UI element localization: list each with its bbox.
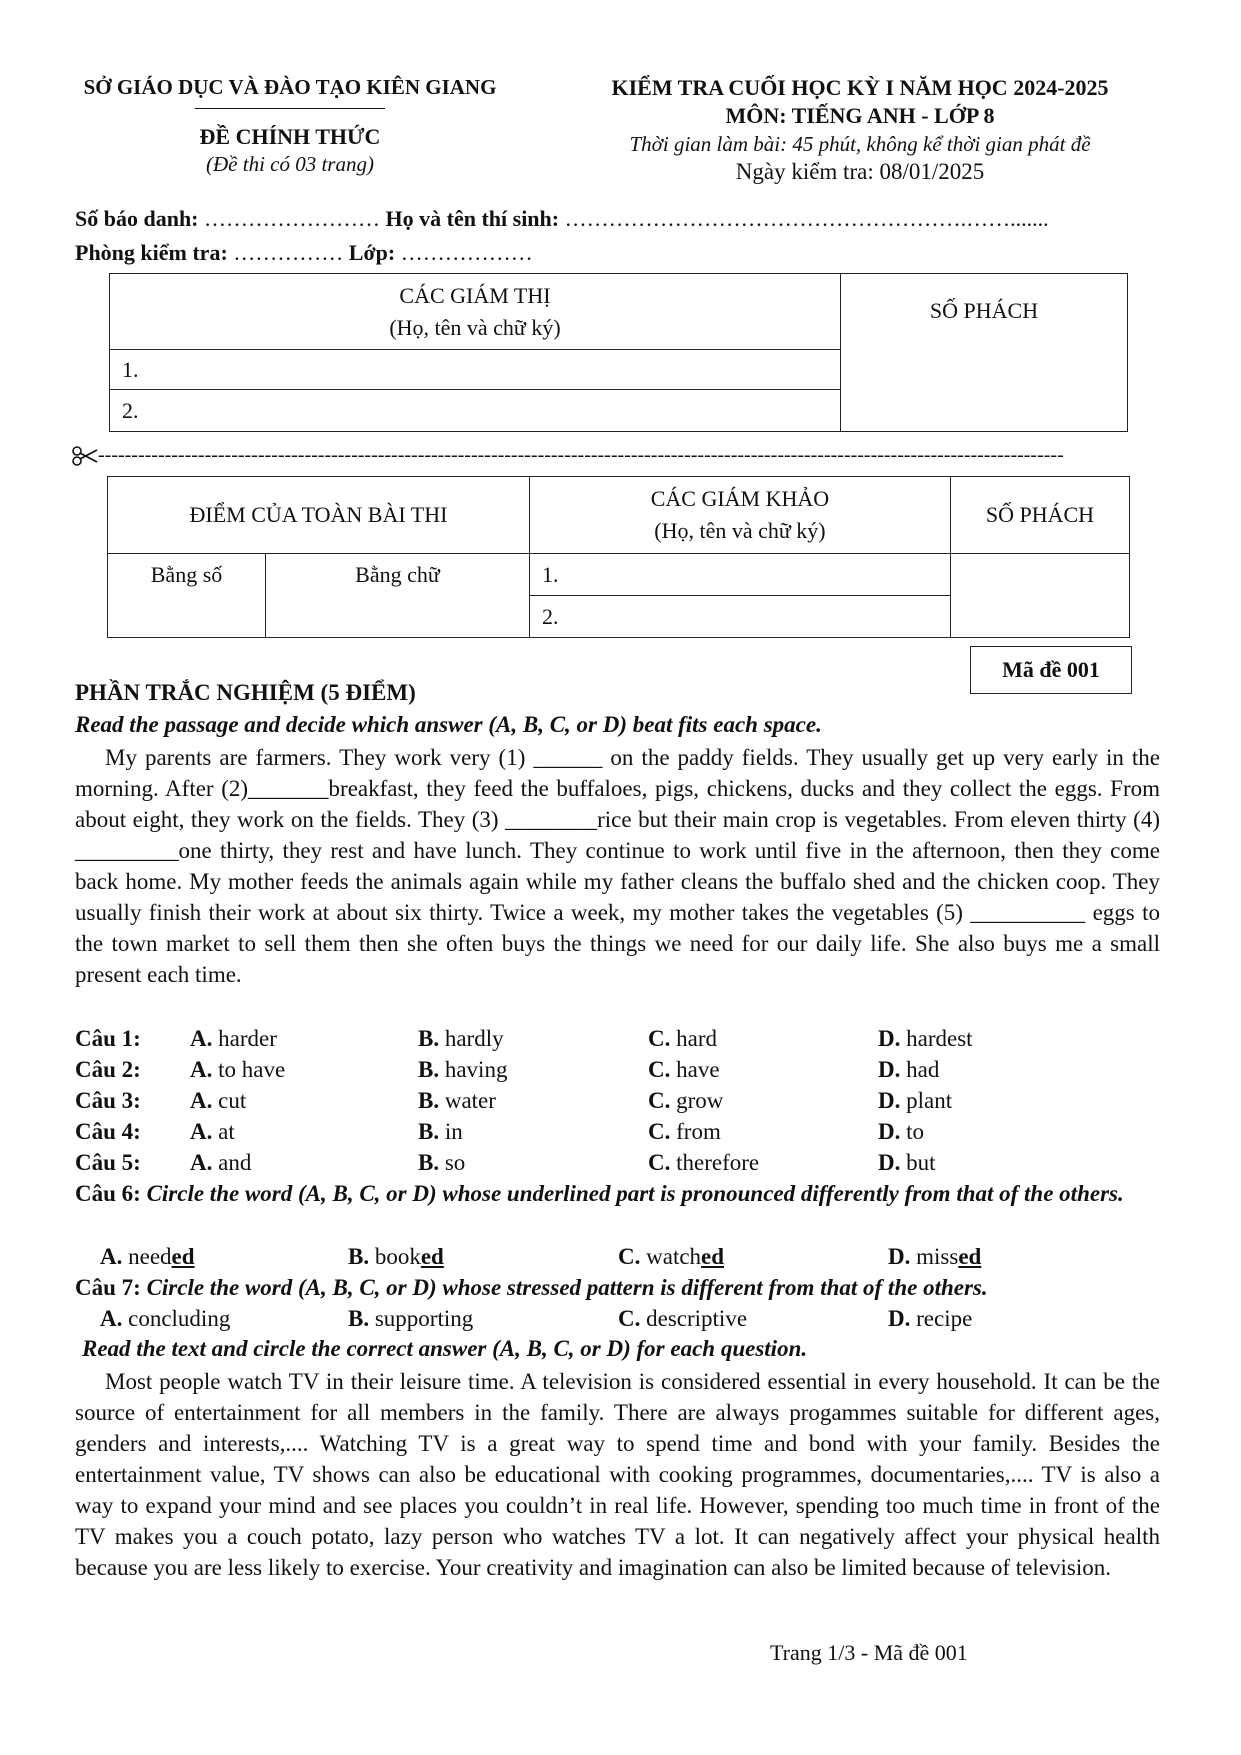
- section-title: PHẦN TRẮC NGHIỆM (5 ĐIỂM): [75, 680, 416, 705]
- scissors-icon: [72, 446, 98, 466]
- proctor-header-cell: [110, 274, 841, 350]
- proctor-row-2-label: 2.: [122, 397, 139, 423]
- grader-code-cell: [950, 477, 1129, 554]
- score-number-cell[interactable]: [108, 554, 266, 638]
- option-a[interactable]: A. at: [190, 1119, 235, 1144]
- department-name: SỞ GIÁO DỤC VÀ ĐÀO TẠO KIÊN GIANG: [83, 75, 497, 99]
- question-6-options: [75, 1241, 1160, 1272]
- question-6-stem: [75, 1178, 1160, 1209]
- name-field[interactable]: ……………………………………………….…….......: [564, 206, 1049, 231]
- option-c[interactable]: C. therefore: [648, 1150, 760, 1175]
- option-b[interactable]: B. hardly: [418, 1026, 504, 1051]
- pages-note: (Đề thi có 03 trang): [206, 152, 374, 176]
- question-7-text: Circle the word (A, B, C, or D) whose stressed pattern is different from that of the others.: [146, 1275, 988, 1300]
- passage-2-text: Most people watch TV in their leisure time. A television is considered essential in every household. It can be the source of entertainment for all members in the family. There are always progammes suitable for different ages, genders and interests,.... Watching TV is a great way to spend time and bond with your family. Besides the entertainment value, TV shows can also be educational with cooking programmes, documentaries,.... TV is also a way to expand your mind and see places you couldn’t in real life. However, spending too much time in front of the TV makes you a couch potato, lazy person who watches TV a lot. It can negatively affect your physical health because you are less likely to exercise. Your creativity and imagination can also be limited because of television.: [75, 1369, 1160, 1580]
- option-b[interactable]: B. so: [418, 1150, 466, 1175]
- candidate-line-1: [75, 206, 1049, 232]
- proctor-table: [109, 273, 1128, 432]
- question-row: [75, 1085, 1160, 1116]
- option-c[interactable]: C. grow: [648, 1088, 724, 1113]
- question-label: Câu 1:: [75, 1026, 141, 1051]
- score-header: ĐIỂM CỦA TOÀN BÀI THI: [189, 502, 448, 527]
- option-a[interactable]: A. concluding: [100, 1306, 231, 1331]
- question-row: [75, 1116, 1160, 1147]
- room-field[interactable]: ……………: [233, 240, 344, 265]
- proctor-subtitle: (Họ, tên và chữ ký): [389, 314, 561, 340]
- proctor-row-1[interactable]: [110, 350, 841, 390]
- room-label: Phòng kiểm tra:: [75, 240, 228, 265]
- option-b[interactable]: B. water: [418, 1088, 496, 1113]
- questions-1-5: [75, 1023, 1160, 1178]
- header-rule: [195, 108, 385, 109]
- class-field[interactable]: ………………: [400, 240, 533, 265]
- option-b[interactable]: B. having: [418, 1057, 508, 1082]
- proctor-row-1-label: 1.: [122, 356, 139, 382]
- question-7-stem: [75, 1272, 1160, 1303]
- passage-2: [75, 1366, 1160, 1583]
- score-number-label: Bằng số: [150, 562, 223, 587]
- sbd-label: Số báo danh:: [75, 206, 199, 231]
- class-label: Lớp:: [348, 240, 396, 265]
- exam-date: Ngày kiểm tra: 08/01/2025: [735, 159, 985, 184]
- official-label: ĐỀ CHÍNH THỨC: [199, 124, 381, 149]
- option-a[interactable]: A. harder: [190, 1026, 277, 1051]
- option-d[interactable]: D. but: [878, 1150, 936, 1175]
- question-label: Câu 3:: [75, 1088, 141, 1113]
- question-6-label: Câu 6:: [75, 1181, 141, 1206]
- candidate-line-2: [75, 240, 533, 266]
- grader-row-2[interactable]: [529, 596, 950, 638]
- passage-1: [75, 742, 1160, 990]
- score-words-cell[interactable]: [266, 554, 530, 638]
- option-b[interactable]: B. booked: [348, 1244, 444, 1269]
- question-7-label: Câu 7:: [75, 1275, 141, 1300]
- grader-table: [107, 476, 1130, 638]
- option-d[interactable]: D. to: [878, 1119, 925, 1144]
- question-label: Câu 5:: [75, 1150, 141, 1175]
- grader-title: CÁC GIÁM KHẢO: [650, 486, 830, 511]
- option-c[interactable]: C. have: [648, 1057, 720, 1082]
- grader-code-header: SỐ PHÁCH: [985, 502, 1095, 527]
- page-footer: Trang 1/3 - Mã đề 001: [770, 1640, 968, 1665]
- option-b[interactable]: B. in: [418, 1119, 463, 1144]
- option-d[interactable]: D. recipe: [888, 1306, 973, 1331]
- question-row: [75, 1147, 1160, 1178]
- option-c[interactable]: C. descriptive: [618, 1306, 748, 1331]
- exam-subject: MÔN: TIẾNG ANH - LỚP 8: [725, 103, 995, 128]
- question-label: Câu 4:: [75, 1119, 141, 1144]
- proctor-code-header: SỐ PHÁCH: [929, 298, 1039, 323]
- sbd-field[interactable]: ……………………: [204, 206, 381, 231]
- grader-code-value-cell[interactable]: [950, 554, 1129, 638]
- option-a[interactable]: A. and: [190, 1150, 252, 1175]
- grader-row-1[interactable]: [529, 554, 950, 596]
- header-right: [560, 74, 1160, 186]
- option-d[interactable]: D. had: [878, 1057, 940, 1082]
- cut-dashes: -------------------------------------------------------------------------------------------------------------------------------------------------: [98, 444, 1064, 466]
- exam-title: KIỂM TRA CUỐI HỌC KỲ I NĂM HỌC 2024-2025: [611, 75, 1109, 100]
- proctor-code-cell: [841, 274, 1128, 432]
- option-a[interactable]: A. needed: [100, 1244, 195, 1269]
- cut-line: [72, 444, 1132, 468]
- question-row: [75, 1054, 1160, 1085]
- option-b[interactable]: B. supporting: [348, 1306, 474, 1331]
- option-a[interactable]: A. to have: [190, 1057, 286, 1082]
- grader-header-cell: [529, 477, 950, 554]
- score-header-cell: [108, 477, 530, 554]
- question-label: Câu 2:: [75, 1057, 141, 1082]
- instruction-1: Read the passage and decide which answer (A, B, C, or D) beat fits each space.: [75, 712, 822, 737]
- option-c[interactable]: C. watched: [618, 1244, 725, 1269]
- question-6-text: Circle the word (A, B, C, or D) whose underlined part is pronounced differently from that of the others.: [146, 1181, 1124, 1206]
- option-d[interactable]: D. plant: [878, 1088, 953, 1113]
- option-c[interactable]: C. from: [648, 1119, 721, 1144]
- score-words-label: Bằng chữ: [355, 562, 440, 587]
- passage-1-text: My parents are farmers. They work very (1) ______ on the paddy fields. They usually get up very early in the morning. After (2)_______breakfast, they feed the buffaloes, pigs, chickens, ducks and they collect the eggs. From about eight, they work on the fields. They (3) ________rice but their main crop is vegetables. From eleven thirty (4) _________one thirty, they rest and have lunch. They continue to work until five in the afternoon, then they come back home. My mother feeds the animals again while my father cleans the buffalo shed and the chicken coop. They usually finish their work at about six thirty. Twice a week, my mother takes the vegetables (5) __________ eggs to the town market to sell them then she often buys the things we need for our daily life. She also buys me a small present each time.: [75, 745, 1160, 987]
- grader-row-1-label: 1.: [541, 561, 559, 587]
- question-7-options: [75, 1303, 1160, 1334]
- option-d[interactable]: D. missed: [888, 1244, 982, 1269]
- option-d[interactable]: D. hardest: [878, 1026, 973, 1051]
- option-c[interactable]: C. hard: [648, 1026, 717, 1051]
- instruction-2: Read the text and circle the correct answer (A, B, C, or D) for each question.: [82, 1336, 808, 1361]
- option-a[interactable]: A. cut: [190, 1088, 247, 1113]
- proctor-title: CÁC GIÁM THỊ: [399, 282, 551, 308]
- grader-row-2-label: 2.: [541, 603, 559, 629]
- header-left: [60, 74, 520, 177]
- exam-code-box: Mã đề 001: [970, 646, 1132, 694]
- grader-subtitle: (Họ, tên và chữ ký): [654, 518, 826, 543]
- name-label: Họ và tên thí sinh:: [385, 206, 560, 231]
- proctor-row-2[interactable]: [110, 390, 841, 432]
- time-note: Thời gian làm bài: 45 phút, không kể thời gian phát đề: [629, 132, 1091, 156]
- question-row: [75, 1023, 1160, 1054]
